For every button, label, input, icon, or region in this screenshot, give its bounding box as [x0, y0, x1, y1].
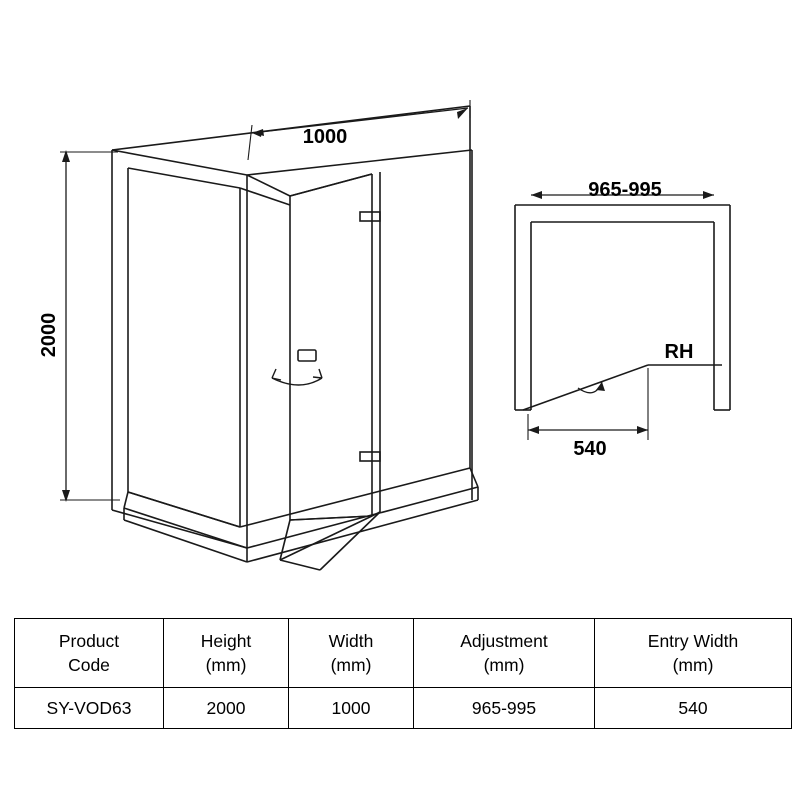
spec-table-container: [14, 618, 786, 729]
cell-height: 2000: [164, 688, 289, 729]
header-width: [289, 619, 414, 688]
header-entry-width-line1: Entry Width: [647, 631, 739, 651]
cell-entry-width: 540: [595, 688, 792, 729]
spec-table: [14, 618, 792, 729]
header-product-code-line2: Code: [68, 655, 110, 675]
cell-adjustment: 965-995: [414, 688, 595, 729]
plan-view: [515, 191, 730, 440]
dim-height-left-label: 2000: [38, 312, 60, 358]
perspective-view: [60, 100, 478, 570]
header-adjustment-line2: (mm): [483, 655, 525, 675]
header-width-line2: (mm): [330, 655, 372, 675]
table-header-row: [15, 619, 792, 688]
dim-entry-width-label: 540: [573, 438, 607, 460]
dim-adjustment-label: 965-995: [588, 179, 662, 201]
header-entry-width-line2: (mm): [672, 655, 714, 675]
header-width-line1: Width: [328, 631, 374, 651]
header-entry-width: [595, 619, 792, 688]
header-height-line1: Height: [200, 631, 252, 651]
header-adjustment: [414, 619, 595, 688]
cell-width: 1000: [289, 688, 414, 729]
header-product-code-line1: Product: [58, 631, 120, 651]
hand-label: RH: [664, 341, 694, 363]
dim-width-top-label: 1000: [302, 126, 348, 148]
header-product-code: [15, 619, 164, 688]
header-height-line2: (mm): [205, 655, 247, 675]
header-height: [164, 619, 289, 688]
header-adjustment-line1: Adjustment: [460, 631, 548, 651]
cell-product-code: SY-VOD63: [15, 688, 164, 729]
table-row: [15, 688, 792, 729]
